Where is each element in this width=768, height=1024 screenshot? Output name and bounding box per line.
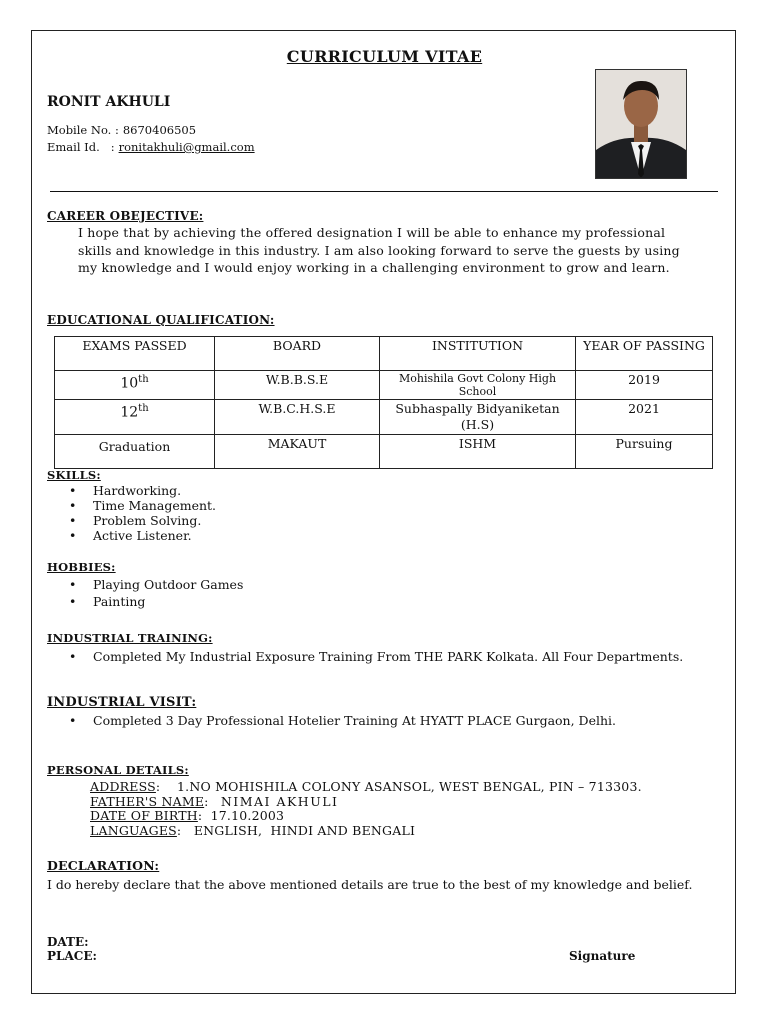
personal-heading: PERSONAL DETAILS: <box>47 763 189 777</box>
cv-page <box>31 30 736 994</box>
dob-label: DATE OF BIRTH <box>90 808 198 823</box>
list-item: • Playing Outdoor Games <box>47 576 243 593</box>
list-item: • Completed 3 Day Professional Hotelier Training At HYATT PLACE Gurgaon, Delhi. <box>47 713 707 728</box>
header-exams: EXAMS PASSED <box>55 337 215 371</box>
table-row <box>55 400 713 435</box>
education-heading: EDUCATIONAL QUALIFICATION: <box>47 313 275 327</box>
exam-cell: 10th <box>55 371 215 400</box>
skills-list <box>47 483 216 543</box>
year-cell: 2021 <box>576 400 713 435</box>
address-value: : 1.NO MOHISHILA COLONY ASANSOL, WEST BENGAL, PIN – 713303. <box>155 779 642 794</box>
signature-label: Signature <box>569 949 636 963</box>
hobbies-heading: HOBBIES: <box>47 560 116 574</box>
list-item: • Hardworking. <box>47 483 216 498</box>
table-header-row <box>55 337 713 371</box>
institution-cell: Mohishila Govt Colony High School <box>380 371 576 400</box>
header-divider <box>50 191 718 192</box>
email-label: Email Id. : <box>47 140 115 154</box>
table-row <box>55 435 713 469</box>
father-row <box>90 794 338 809</box>
list-item: • Completed My Industrial Exposure Training From THE PARK Kolkata. All Four Departments. <box>47 649 707 664</box>
training-list <box>47 649 707 664</box>
career-heading: CAREER OBEJECTIVE: <box>47 209 204 223</box>
header-board: BOARD <box>215 337 380 371</box>
languages-label: LANGUAGES <box>90 823 177 838</box>
exam-cell: Graduation <box>55 435 215 469</box>
place-label: PLACE: <box>47 949 97 963</box>
list-item: • Active Listener. <box>47 528 216 543</box>
address-label: ADDRESS <box>90 779 156 794</box>
hobbies-list <box>47 576 243 610</box>
institution-cell: Subhaspally Bidyaniketan (H.S) <box>380 400 576 435</box>
dob-value: : 17.10.2003 <box>197 808 285 823</box>
date-label: DATE: <box>47 935 89 949</box>
header-institution: INSTITUTION <box>380 337 576 371</box>
declaration-heading: DECLARATION: <box>47 858 160 873</box>
career-text: I hope that by achieving the offered designation I will be able to enhance my professional skills and knowledge in this industry. I am also looking forward to serve the guests by using my knowledge and I would enjoy working in a challenging environment to grow and learn. <box>78 225 680 275</box>
header-year: YEAR OF PASSING <box>576 337 713 371</box>
father-value: : NIMAI AKHULI <box>204 794 339 809</box>
languages-value: : ENGLISH, HINDI AND BENGALI <box>176 823 416 838</box>
year-cell: 2019 <box>576 371 713 400</box>
declaration-text: I do hereby declare that the above mentioned details are true to the best of my knowledge and belief. <box>47 877 693 892</box>
document-title: CURRICULUM VITAE <box>286 47 483 66</box>
email-row <box>47 140 255 154</box>
list-item: • Painting <box>47 593 243 610</box>
address-row <box>90 779 642 794</box>
mobile-row <box>47 123 196 137</box>
training-heading: INDUSTRIAL TRAINING: <box>47 631 213 645</box>
candidate-name: RONIT AKHULI <box>47 94 171 110</box>
dob-row <box>90 808 284 823</box>
visit-heading: INDUSTRIAL VISIT: <box>47 695 197 710</box>
father-label: FATHER'S NAME <box>90 794 205 809</box>
exam-cell: 12th <box>55 400 215 435</box>
board-cell: MAKAUT <box>215 435 380 469</box>
mobile-label: Mobile No. : <box>47 123 119 137</box>
profile-photo <box>595 69 687 179</box>
list-item: • Problem Solving. <box>47 513 216 528</box>
education-table <box>54 336 713 469</box>
languages-row <box>90 823 415 838</box>
email-link[interactable]: ronitakhuli@gmail.com <box>118 140 255 154</box>
year-cell: Pursuing <box>576 435 713 469</box>
board-cell: W.B.B.S.E <box>215 371 380 400</box>
list-item: • Time Management. <box>47 498 216 513</box>
visit-list <box>47 713 707 728</box>
skills-heading: SKILLS: <box>47 468 101 482</box>
institution-cell: ISHM <box>380 435 576 469</box>
mobile-value: 8670406505 <box>122 123 197 137</box>
board-cell: W.B.C.H.S.E <box>215 400 380 435</box>
table-row <box>55 371 713 400</box>
